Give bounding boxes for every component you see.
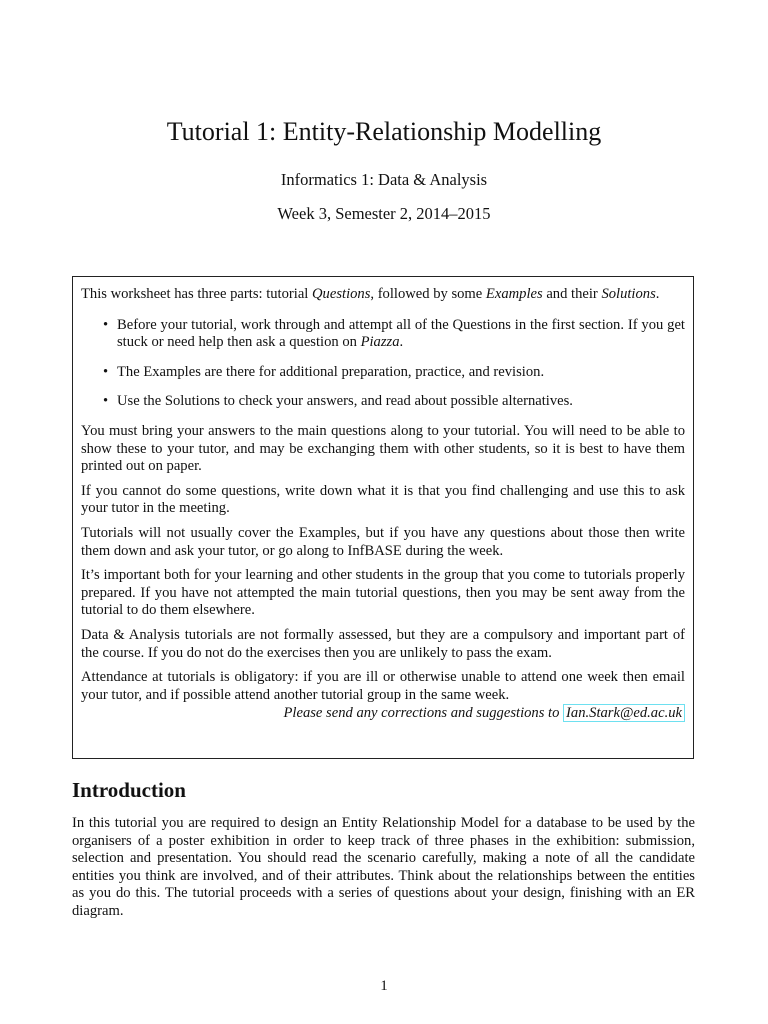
box-paragraph: You must bring your answers to the main questions along to your tutorial. You will need to be able to show these to your tutor, and may be exchanging them with other students, so it is best to have them printed out on paper.: [81, 422, 685, 475]
instruction-bullet: • The Examples are there for additional preparation, practice, and revision.: [117, 364, 685, 382]
box-paragraph: It’s important both for your learning and other students in the group that you come to tutorials properly prepared. If you have not attempted the main tutorial questions, then you may be sent away from the tutorial to do them elsewhere.: [81, 567, 685, 619]
instructions-box: [72, 276, 694, 759]
introduction-text: In this tutorial you are required to design an Entity Relationship Model for a database to be used by the organisers of a poster exhibition in order to keep track of three phases in the exhibition: submission, selection and presentation. You should read the scenario carefully, making a note of all the candidate entities you think are involved, and of their attributes. Think about the relationships between the entities as you do this. The tutorial proceeds with a series of questions about your design, finishing with an ER diagram.: [72, 815, 695, 919]
email-link[interactable]: Ian.Stark@ed.ac.uk: [563, 704, 685, 722]
box-paragraph: If you cannot do some questions, write down what it is that you find challenging and use this to ask your tutor in the meeting.: [81, 482, 685, 517]
instruction-bullet: • Before your tutorial, work through and attempt all of the Questions in the first section. If you get stuck or need help then ask a question on Piazza.: [117, 317, 685, 352]
worksheet-intro: This worksheet has three parts: tutorial Questions, followed by some Examples and their Solutions.: [81, 286, 660, 302]
box-paragraph: Attendance at tutorials is obligatory: if you are ill or otherwise unable to attend one week then email your tutor, and if possible attend another tutorial group in the same week.: [81, 669, 685, 703]
box-paragraph: Tutorials will not usually cover the Examples, but if you have any questions about those then write them down and ask your tutor, or go along to InfBASE during the week.: [81, 524, 685, 559]
section-heading-introduction: Introduction: [72, 778, 186, 802]
page-number: 1: [380, 978, 388, 994]
box-paragraph: Data & Analysis tutorials are not formally assessed, but they are a compulsory and important part of the course. If you do not do the exercises then you are unlikely to pass the exam.: [81, 626, 685, 661]
corrections-note: Please send any corrections and suggestions to Ian.Stark@ed.ac.uk: [81, 704, 685, 723]
course-name: Informatics 1: Data & Analysis: [280, 170, 488, 189]
term-info: Week 3, Semester 2, 2014–2015: [277, 204, 491, 223]
instruction-list: [81, 317, 685, 411]
document-title: Tutorial 1: Entity-Relationship Modelling: [166, 117, 602, 146]
instruction-bullet: • Use the Solutions to check your answers, and read about possible alternatives.: [117, 393, 685, 411]
